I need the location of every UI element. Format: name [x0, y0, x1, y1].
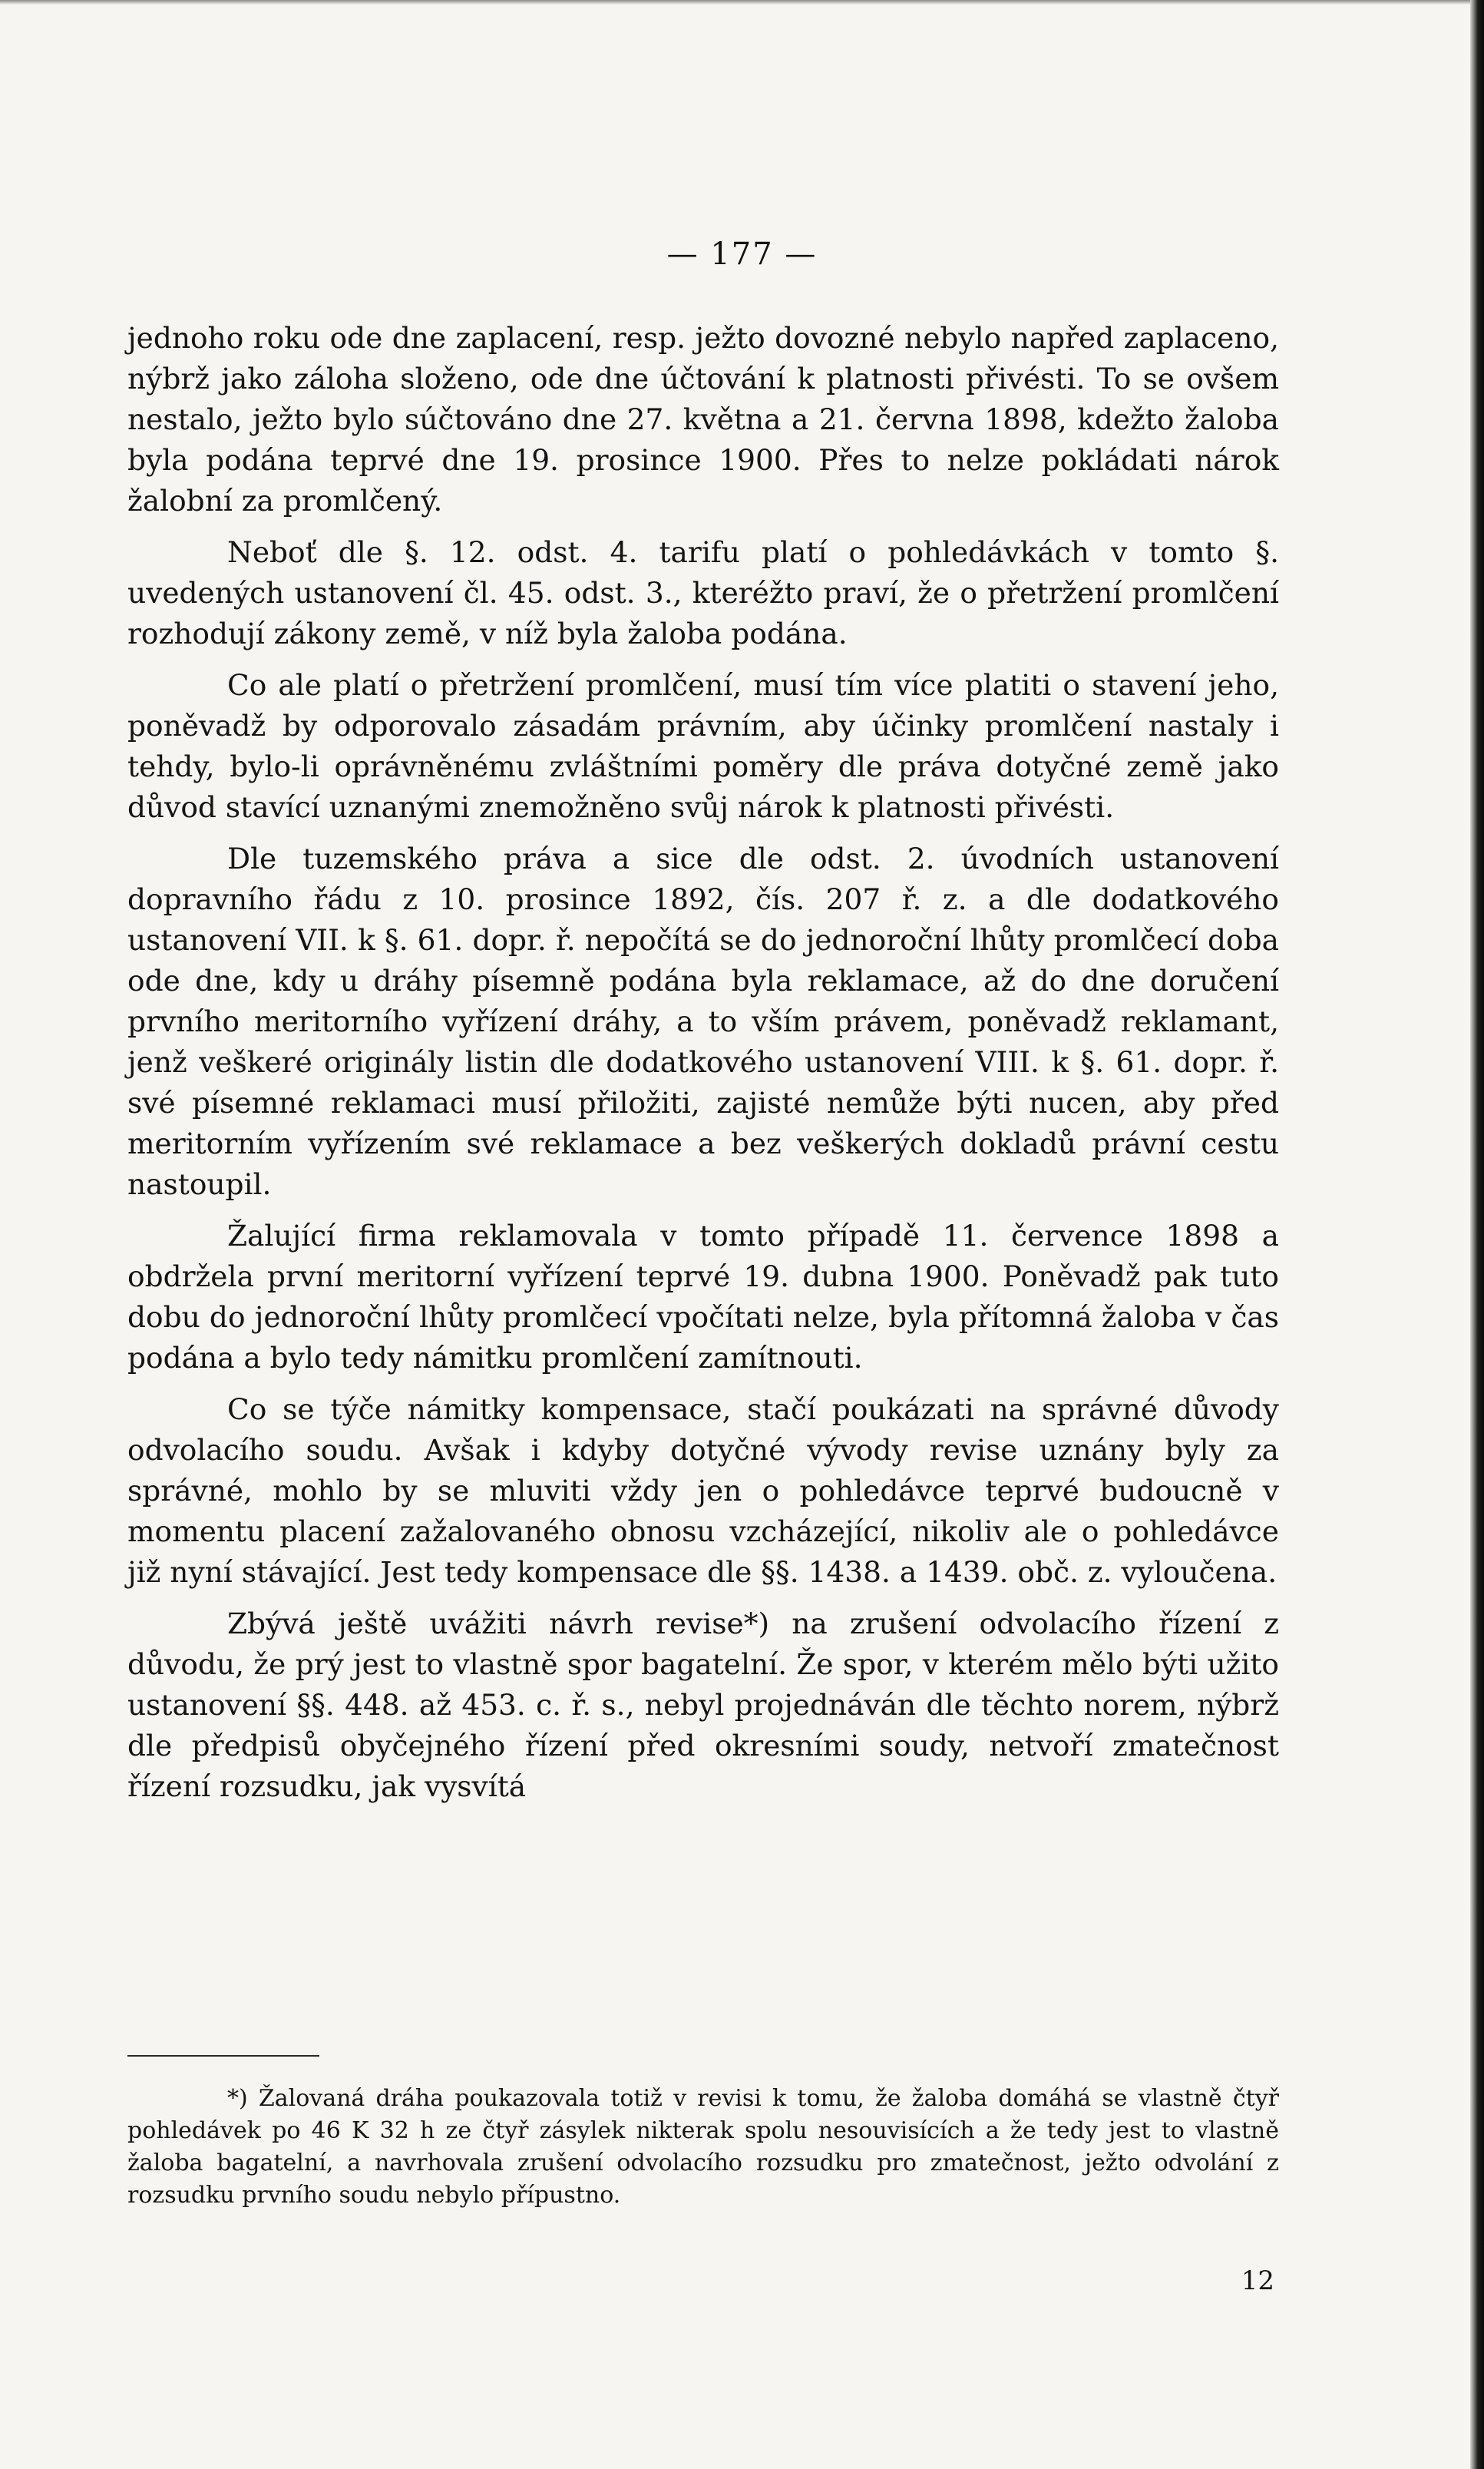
paragraph-5: Žalující firma reklamovala v tomto případě 11. července 1898 a obdržela první meritorní vyřízení teprvé 19. dubna 1900. Poněvadž pak tuto dobu do jednoroční lhůty promlčecí vpočítati nelze, byla přítomná žaloba v čas podána a bylo tedy námitku promlčení zamítnouti. — [127, 1219, 1279, 1375]
paragraph-7: Zbývá ještě uvážiti návrh revise*) na zrušení odvolacího řízení z důvodu, že prý jest to vlastně spor bagatelní. Že spor, v kterém mělo býti užito ustanovení §§. 448. až 453. c. ř. s., nebyl projednáván dle těchto norem, nýbrž dle předpisů obyčejného řízení před okresními soudy, netvoří zmatečnost řízení rozsudku, jak vysvítá — [127, 1607, 1279, 1803]
main-text — [127, 318, 1279, 1807]
page-right-edge — [1470, 0, 1484, 2469]
paragraph-4: Dle tuzemského práva a sice dle odst. 2. úvodních ustanovení dopravního řádu z 10. prosince 1892, čís. 207 ř. z. a dle dodatkového ustanovení VII. k §. 61. dopr. ř. nepočítá se do jednoroční lhůty promlčecí doba ode dne, kdy u dráhy písemně podána byla reklamace, až do dne doručení prvního meritorního vyřízení dráhy, a to vším právem, poněvadž reklamant, jenž veškeré originály listin dle dodatkového ustanovení VIII. k §. 61. dopr. ř. své písemné reklamaci musí přiložiti, zajisté nemůže býti nucen, aby před meritorním vyřízením své reklamace a bez veškerých dokladů právní cestu nastoupil. — [127, 842, 1279, 1201]
footnote-text: *) Žalovaná dráha poukazovala totiž v revisi k tomu, že žaloba domáhá se vlastně čtyř pohledávek po 46 K 32 h ze čtyř zásylek nikterak spolu nesouvisících a že tedy jest to vlastně žaloba bagatelní, a navrhovala zrušení odvolacího rozsudku pro zmatečnost, ježto odvolání z rozsudku prvního soudu nebylo přípustno. — [127, 2085, 1279, 2209]
paragraph-2: Neboť dle §. 12. odst. 4. tarifu platí o pohledávkách v tomto §. uvedených ustanovení čl. 45. odst. 3., kteréžto praví, že o přetržení promlčení rozhodují zákony země, v níž byla žaloba podána. — [127, 535, 1279, 650]
page-number: — 177 — — [666, 237, 818, 272]
paragraph-3: Co ale platí o přetržení promlčení, musí tím více platiti o stavení jeho, poněvadž by odporovalo zásadám právním, aby účinky promlčení nastaly i tehdy, bylo-li oprávněnému zvláštními poměry dle práva dotyčné země jako důvod stavící uznanými znemožněno svůj nárok k platnosti přivésti. — [127, 668, 1279, 824]
paragraph-6: Co se týče námitky kompensace, stačí poukázati na správné důvody odvolacího soudu. Avšak i kdyby dotyčné vývody revise uznány byly za správné, mohlo by se mluviti vždy jen o pohledávce teprvé budoucně v momentu placení zažalovaného obnosu vzcházející, nikoliv ale o pohledávce již nyní stávající. Jest tedy kompensace dle §§. 1438. a 1439. obč. z. vyloučena. — [127, 1392, 1279, 1589]
paragraph-1: jednoho roku ode dne zaplacení, resp. ježto dovozné nebylo napřed zaplaceno, nýbrž jako záloha složeno, ode dne účtování k platnosti přivésti. To se ovšem nestalo, ježto bylo súčtováno dne 27. května a 21. června 1898, kdežto žaloba byla podána teprvé dne 19. prosince 1900. Přes to nelze pokládati nárok žalobní za promlčený. — [127, 321, 1279, 518]
signature-mark: 12 — [1241, 2265, 1274, 2296]
page-top-edge — [0, 0, 1484, 5]
footnote-divider — [127, 2055, 319, 2057]
footnote — [127, 2083, 1279, 2212]
